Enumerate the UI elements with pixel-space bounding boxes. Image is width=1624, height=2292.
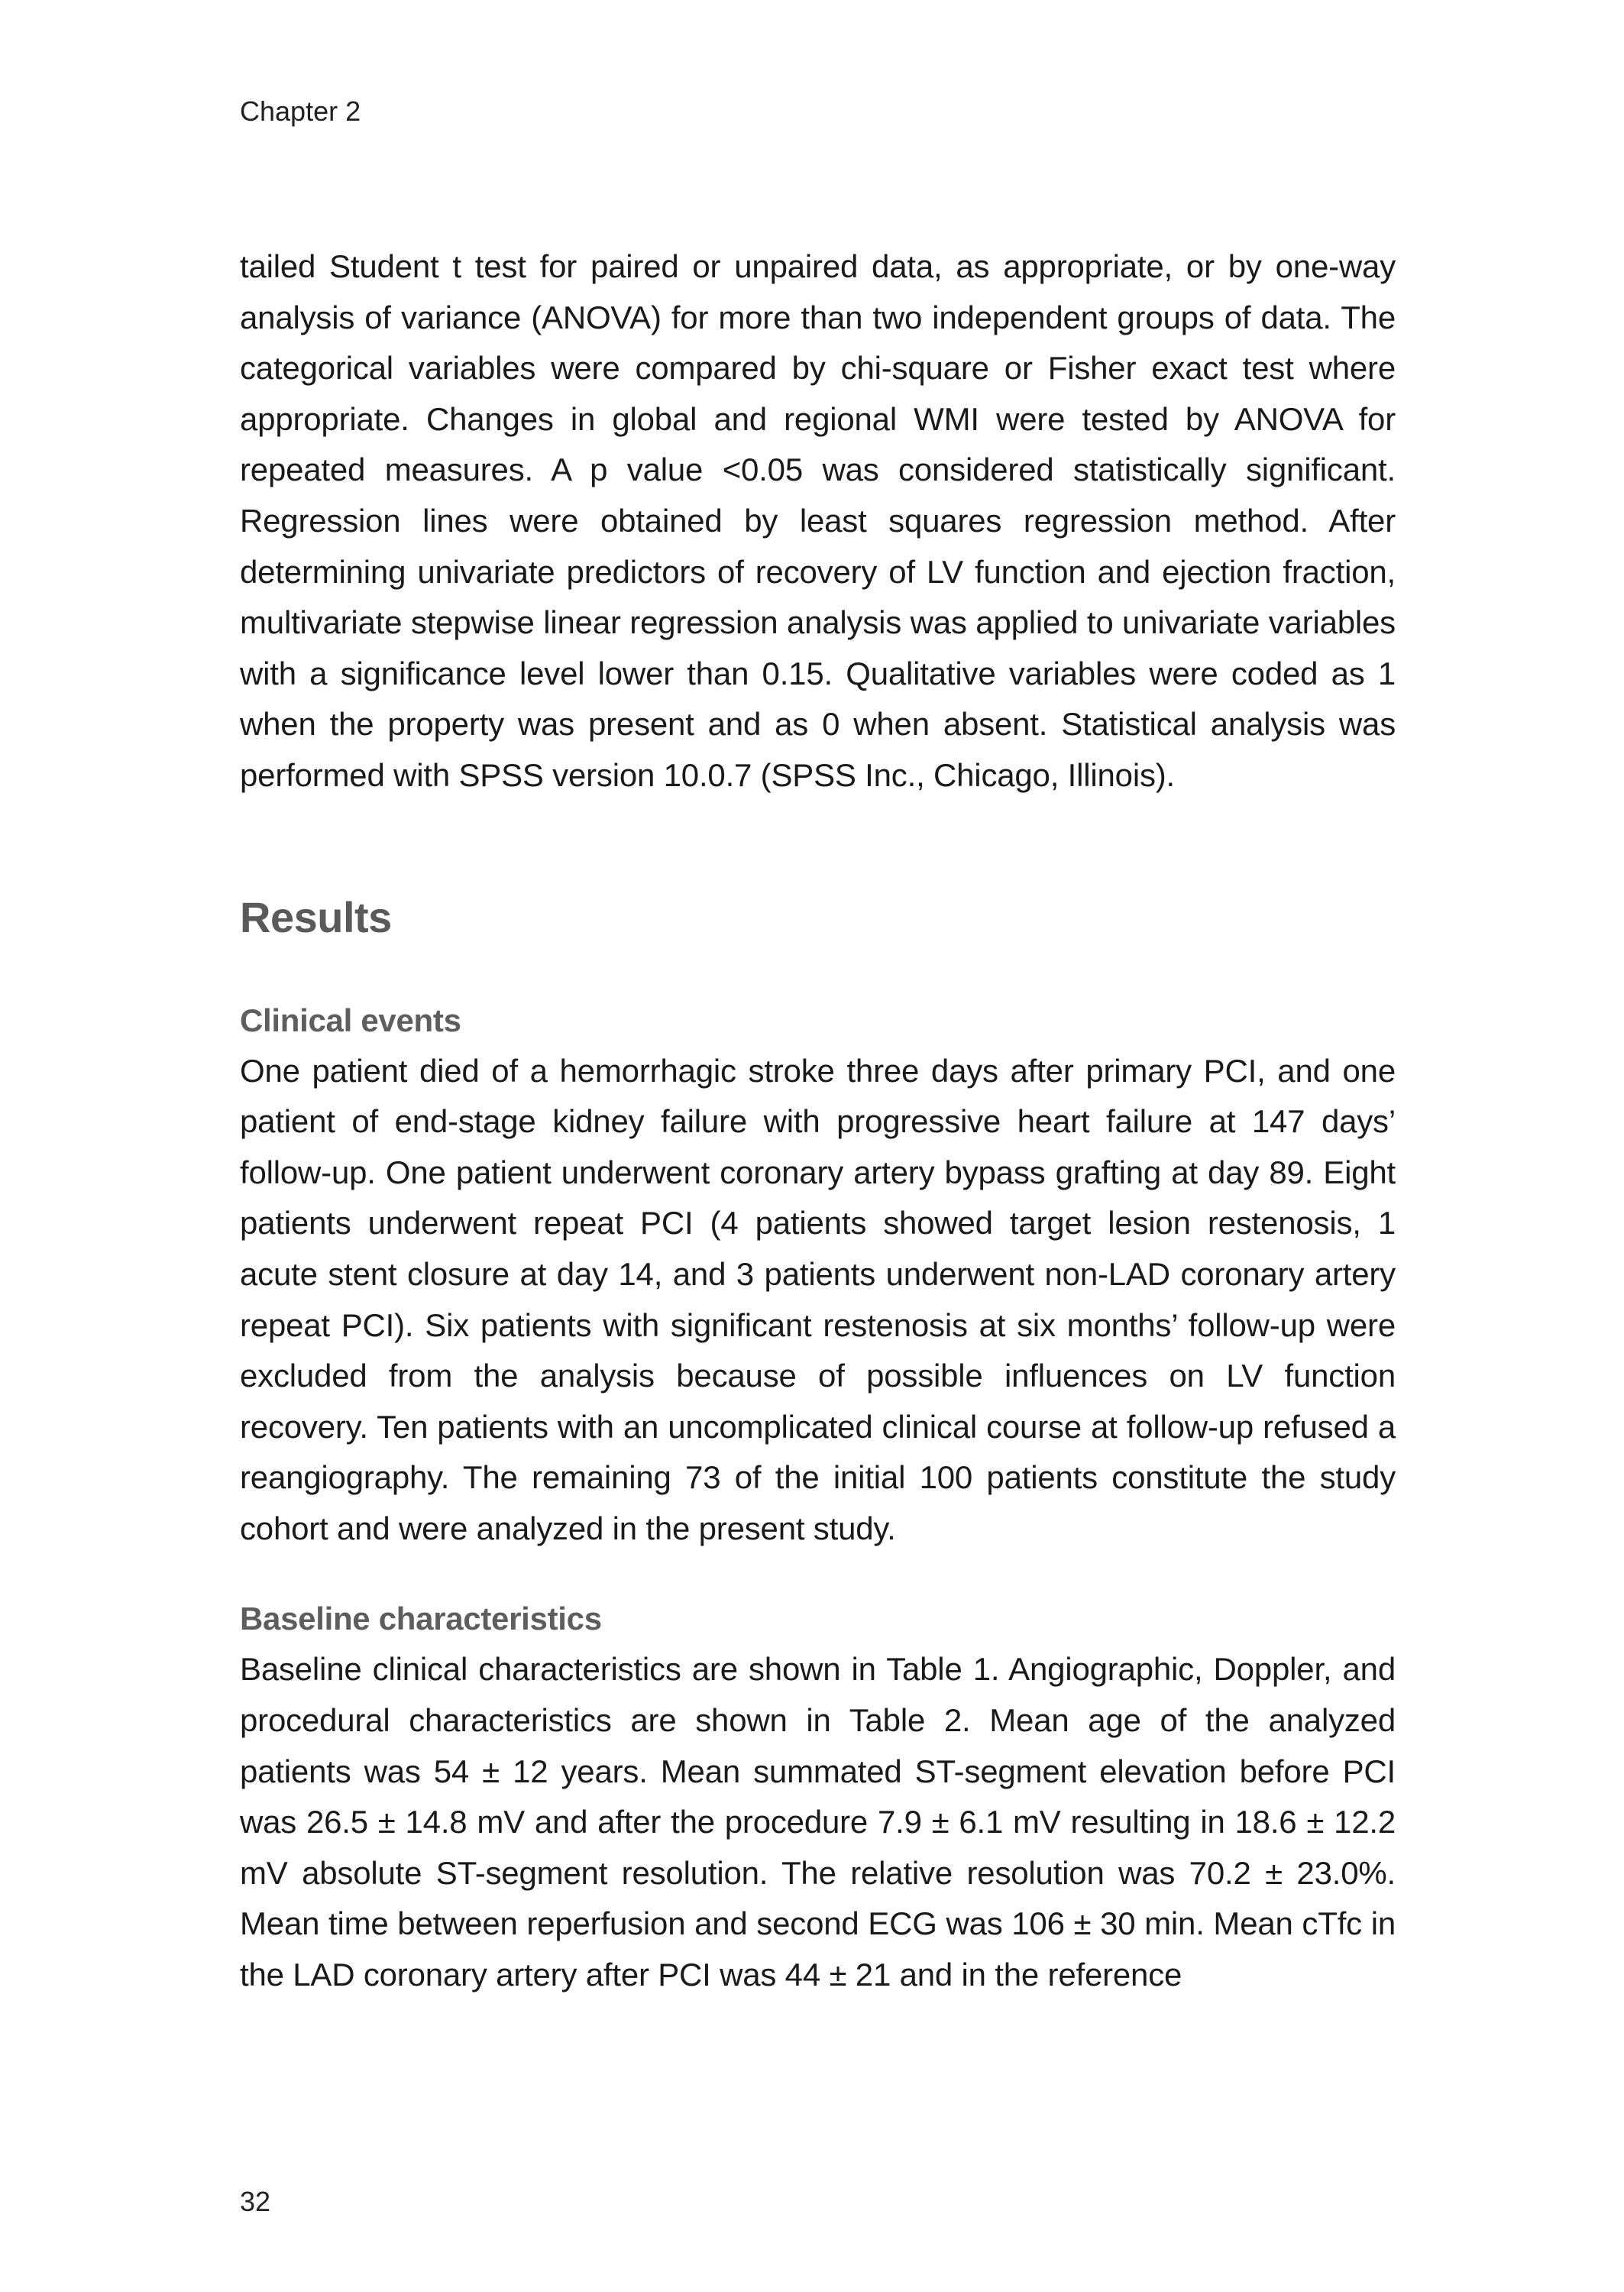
methods-continuation-paragraph: tailed Student t test for paired or unpaired data, as appropriate, or by one-way analysis of variance (ANOVA) for more than two independent groups of data. The categorical variables were compared by chi-square or Fisher exact test where appropriate. Changes in global and regional WMI were tested by ANOVA for repeated measures. A p value <0.05 was considered statistically significant. Regression lines were obtained by least squares regression method. After determining univariate predictors of recovery of LV function and ejection fraction, multivariate stepwise linear regression analysis was applied to univariate variables with a significance level lower than 0.15. Qualitative variables were coded as 1 when the property was present and as 0 when absent. Statistical analysis was performed with SPSS version 10.0.7 (SPSS Inc., Chicago, Illinois). [240, 248, 1396, 793]
baseline-characteristics-paragraph: Baseline clinical characteristics are shown in Table 1. Angiographic, Doppler, and procedural characteristics are shown in Table 2. Mean age of the analyzed patients was 54 ± 12 years. Mean summated ST-segment elevation before PCI was 26.5 ± 14.8 mV and after the procedure 7.9 ± 6.1 mV resulting in 18.6 ± 12.2 mV absolute ST-segment resolution. The relative resolution was 70.2 ± 23.0%. Mean time between reperfusion and second ECG was 106 ± 30 min. Mean cTfc in the LAD coronary artery after PCI was 44 ± 21 and in the reference [240, 1651, 1396, 1993]
baseline-characteristics-heading: Baseline characteristics [240, 1601, 602, 1637]
results-heading: Results [240, 892, 392, 941]
page-body [240, 241, 1396, 2001]
clinical-events-paragraph: One patient died of a hemorrhagic stroke three days after primary PCI, and one patient of end-stage kidney failure with progressive heart failure at 147 days’ follow-up. One patient underwent coronary artery bypass grafting at day 89. Eight patients underwent repeat PCI (4 patients showed target lesion restenosis, 1 acute stent closure at day 14, and 3 patients underwent non-LAD coronary artery repeat PCI). Six patients with significant restenosis at six months’ follow-up were excluded from the analysis because of possible influences on LV function recovery. Ten patients with an uncomplicated clinical course at follow-up refused a reangiography. The remaining 73 of the initial 100 patients constitute the study cohort and were analyzed in the present study. [240, 1052, 1396, 1546]
running-header: Chapter 2 [240, 96, 361, 127]
page-number: 32 [240, 2186, 271, 2217]
clinical-events-heading: Clinical events [240, 1002, 461, 1038]
